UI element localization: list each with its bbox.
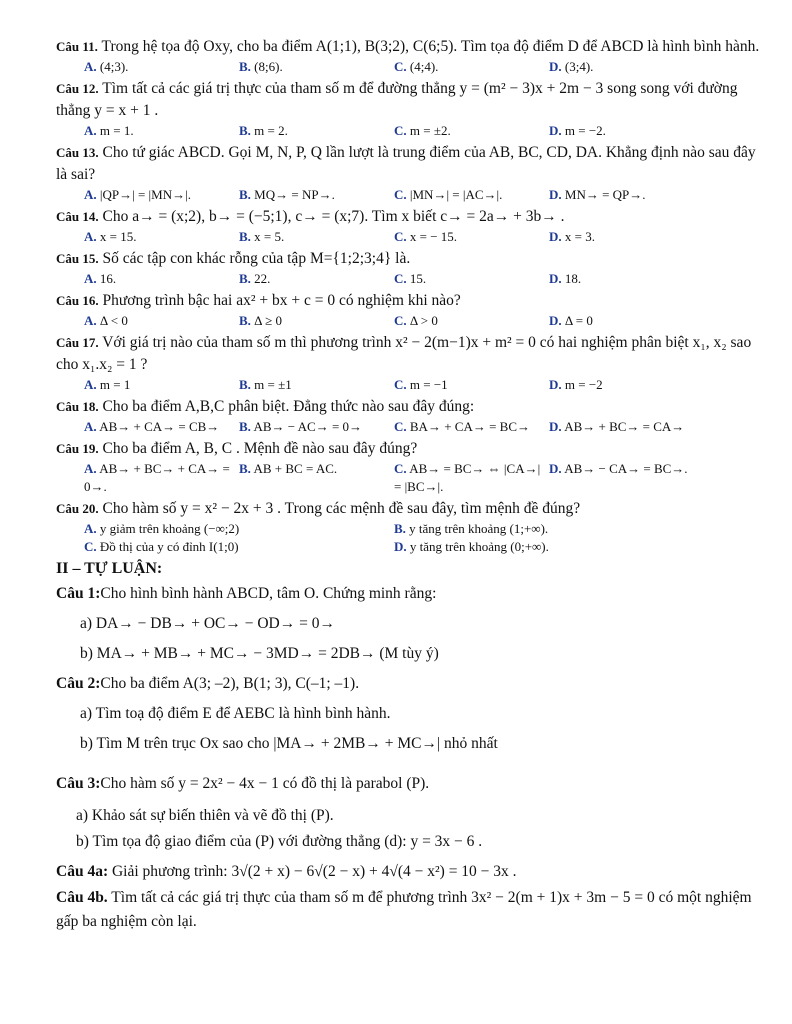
option-label: B.: [239, 377, 251, 392]
question-number: Câu 19.: [56, 441, 99, 456]
option-label: C.: [394, 377, 407, 392]
option-label: D.: [549, 377, 562, 392]
question-number: Câu 16.: [56, 293, 99, 308]
option-label: D.: [549, 461, 562, 476]
option-label: C.: [394, 271, 407, 286]
section-title: II – TỰ LUẬN:: [56, 560, 163, 577]
option-label: B.: [394, 521, 406, 536]
option-label: D.: [549, 59, 562, 74]
options-row: [84, 228, 764, 246]
option-label: A.: [84, 187, 97, 202]
option-b: [239, 418, 394, 436]
option-text: AB→ − CA→ = BC→.: [564, 461, 688, 476]
option-text: y giảm trên khoảng (−∞;2): [99, 521, 240, 536]
options-row: [84, 58, 764, 76]
question-text: Trong hệ tọa độ Oxy, cho ba điểm A(1;1), B(3;2), C(6;5). Tìm tọa độ điểm D để ABCD là hình bình hành.: [101, 38, 760, 55]
question-q19: [56, 438, 764, 460]
option-text: x = 5.: [254, 229, 285, 244]
essay-text: Cho ba điểm A(3; –2), B(1; 3), C(–1; –1).: [100, 675, 360, 692]
option-c: [84, 538, 394, 556]
option-label: C.: [394, 123, 407, 138]
essay-question-3: [56, 772, 764, 796]
question-q14: [56, 206, 764, 228]
option-c: [394, 186, 549, 204]
question-text: Số các tập con khác rỗng của tập M={1;2;3;4} là.: [102, 250, 411, 267]
essay-2b: b) Tìm M trên trục Ox sao cho |MA→ + 2MB→ + MC→| nhỏ nhất: [80, 735, 498, 752]
option-a: [84, 312, 239, 330]
option-c: [394, 122, 549, 140]
option-label: D.: [549, 229, 562, 244]
option-text: m = 1.: [99, 123, 134, 138]
option-text: AB + BC = AC.: [253, 461, 338, 476]
essay-question-4a: [56, 860, 764, 884]
option-b: [239, 228, 394, 246]
option-text: Đồ thị của y có đỉnh I(1;0): [99, 539, 239, 554]
option-b: [239, 376, 394, 394]
option-text: MQ→ = NP→.: [254, 187, 335, 202]
option-text: (3;4).: [564, 59, 594, 74]
question-text: Phương trình bậc hai ax² + bx + c = 0 có nghiệm khi nào?: [102, 292, 461, 309]
question-number: Câu 20.: [56, 501, 99, 516]
option-b: [239, 312, 394, 330]
essay-question-2: [56, 672, 764, 696]
option-label: B.: [239, 229, 251, 244]
options-row: [84, 520, 764, 556]
question-number: Câu 14.: [56, 209, 99, 224]
options-row: [84, 376, 764, 394]
essay-question-1: [56, 582, 764, 606]
essay-3b: b) Tìm tọa độ giao điểm của (P) với đường thẳng (d): y = 3x − 6 .: [76, 833, 483, 850]
option-text: |MN→| = |AC→|.: [409, 187, 503, 202]
question-text: Cho ba điểm A,B,C phân biệt. Đẳng thức nào sau đây đúng:: [102, 398, 475, 415]
option-label: A.: [84, 271, 97, 286]
option-text: 22.: [254, 271, 271, 286]
option-text: m = ±2.: [409, 123, 451, 138]
essay-num: Câu 3:: [56, 775, 101, 792]
option-label: A.: [84, 377, 97, 392]
option-label: C.: [394, 419, 407, 434]
options-row: [84, 122, 764, 140]
question-number: Câu 12.: [56, 81, 99, 96]
option-text: m = −2: [564, 377, 603, 392]
essay-text: Tìm tất cả các giá trị thực của tham số m để phương trình 3x² − 2(m + 1)x + 3m − 5 = 0 có một nghiệm gấp ba nghiệm còn lại.: [56, 889, 752, 930]
option-text: m = 2.: [254, 123, 288, 138]
option-label: A.: [84, 313, 97, 328]
option-a: [84, 228, 239, 246]
option-b: [239, 122, 394, 140]
options-row: [84, 418, 764, 436]
option-label: C.: [84, 539, 97, 554]
option-label: C.: [394, 461, 407, 476]
option-text: Δ ≥ 0: [254, 313, 282, 328]
option-label: D.: [549, 271, 562, 286]
essay-num: Câu 1:: [56, 585, 101, 602]
option-d: [549, 58, 704, 76]
question-q15: [56, 248, 764, 270]
option-text: m = 1: [99, 377, 131, 392]
option-label: D.: [549, 419, 562, 434]
question-q12: [56, 78, 764, 122]
option-label: A.: [84, 521, 97, 536]
question-text: Cho tứ giác ABCD. Gọi M, N, P, Q lần lượt là trung điểm của AB, BC, CD, DA. Khẳng định nào sau đây là sai?: [56, 144, 756, 183]
essay-3a: a) Khảo sát sự biến thiên và vẽ đồ thị (P).: [76, 807, 334, 824]
essay-num: Câu 2:: [56, 675, 101, 692]
option-label: D.: [549, 313, 562, 328]
option-label: A.: [84, 59, 97, 74]
option-text: y tăng trên khoảng (0;+∞).: [409, 539, 549, 554]
option-a: [84, 520, 394, 538]
essay-text: Cho hàm số y = 2x² − 4x − 1 có đồ thị là parabol (P).: [100, 775, 430, 792]
option-label: B.: [239, 313, 251, 328]
option-d: [549, 460, 704, 496]
option-label: A.: [84, 419, 97, 434]
question-text: Cho hàm số y = x² − 2x + 3 . Trong các mệnh đề sau đây, tìm mệnh đề đúng?: [102, 500, 581, 517]
option-c: [394, 228, 549, 246]
options-row: [84, 270, 764, 288]
option-b: [239, 270, 394, 288]
question-q18: [56, 396, 764, 418]
option-text: 15.: [409, 271, 427, 286]
question-number: Câu 18.: [56, 399, 99, 414]
option-text: Δ < 0: [99, 313, 128, 328]
option-text: y tăng trên khoảng (1;+∞).: [409, 521, 549, 536]
option-d: [549, 228, 704, 246]
option-text: Δ > 0: [409, 313, 438, 328]
question-q20: [56, 498, 764, 520]
option-text: x = 3.: [564, 229, 595, 244]
option-text: m = −2.: [564, 123, 606, 138]
option-d: [549, 418, 704, 436]
essay-num: Câu 4a:: [56, 863, 109, 880]
option-text: AB→ − AC→ = 0→: [253, 419, 363, 434]
option-text: MN→ = QP→.: [564, 187, 646, 202]
option-a: [84, 418, 239, 436]
option-text: x = 15.: [99, 229, 137, 244]
option-d: [549, 122, 704, 140]
essay-question-4b: [56, 886, 764, 934]
question-number: Câu 13.: [56, 145, 99, 160]
option-a: [84, 460, 239, 496]
option-text: x = − 15.: [409, 229, 458, 244]
option-text: (8;6).: [254, 59, 283, 74]
question-q16: [56, 290, 764, 312]
option-label: C.: [394, 59, 407, 74]
option-text: BA→ + CA→ = BC→: [409, 419, 531, 434]
option-a: [84, 58, 239, 76]
option-label: A.: [84, 229, 97, 244]
essay-num: Câu 4b.: [56, 889, 108, 906]
option-text: (4;4).: [409, 59, 439, 74]
option-text: Δ = 0: [564, 313, 593, 328]
question-number: Câu 11.: [56, 39, 98, 54]
options-row: [84, 186, 764, 204]
option-d: [549, 312, 704, 330]
option-text: AB→ + CA→ = CB→: [99, 419, 220, 434]
option-a: [84, 186, 239, 204]
option-text: 18.: [564, 271, 582, 286]
option-text: AB→ + BC→ = CA→: [564, 419, 685, 434]
question-q11: [56, 36, 764, 58]
option-text: AB→ = BC→ ⇔ |CA→| = |BC→|.: [394, 461, 541, 494]
question-q13: [56, 142, 764, 186]
option-d: [549, 186, 704, 204]
option-label: C.: [394, 313, 407, 328]
option-label: D.: [549, 123, 562, 138]
options-row: [84, 460, 764, 496]
option-b: [239, 186, 394, 204]
option-label: B.: [239, 461, 251, 476]
option-text: AB→ + BC→ + CA→ = 0→.: [84, 461, 230, 494]
option-label: C.: [394, 187, 407, 202]
essay-2a: a) Tìm toạ độ điểm E để AEBC là hình bình hành.: [80, 705, 391, 722]
question-text: Với giá trị nào của tham số m thì phương trình x² − 2(m−1)x + m² = 0 có hai nghiệm phân biệt x₁, x₂ sao cho x₁.x₂ = 1 ?: [56, 334, 752, 373]
option-a: [84, 122, 239, 140]
option-c: [394, 58, 549, 76]
options-row: [84, 312, 764, 330]
option-text: (4;3).: [99, 59, 129, 74]
option-d: [394, 538, 704, 556]
option-label: B.: [239, 59, 251, 74]
option-b: [394, 520, 704, 538]
option-text: m = −1: [409, 377, 448, 392]
question-text: Cho ba điểm A, B, C . Mệnh đề nào sau đây đúng?: [102, 440, 418, 457]
question-q17: [56, 332, 764, 376]
question-text: Tìm tất cả các giá trị thực của tham số m để đường thẳng y = (m² − 3)x + 2m − 3 song song với đường thẳng y = x + 1 .: [56, 80, 738, 119]
option-text: m = ±1: [254, 377, 292, 392]
option-a: [84, 270, 239, 288]
option-d: [549, 376, 704, 394]
option-label: A.: [84, 123, 97, 138]
option-b: [239, 58, 394, 76]
option-c: [394, 312, 549, 330]
option-c: [394, 418, 549, 436]
option-label: B.: [239, 123, 251, 138]
option-a: [84, 376, 239, 394]
essay-text: Giải phương trình: 3√(2 + x) − 6√(2 − x) + 4√(4 − x²) = 10 − 3x .: [111, 863, 517, 880]
exam-page: [56, 36, 764, 936]
essay-text: Cho hình bình hành ABCD, tâm O. Chứng minh rằng:: [100, 585, 437, 602]
option-c: [394, 376, 549, 394]
option-text: 16.: [99, 271, 117, 286]
question-number: Câu 15.: [56, 251, 99, 266]
question-number: Câu 17.: [56, 335, 99, 350]
option-b: [239, 460, 394, 496]
option-text: |QP→| = |MN→|.: [99, 187, 191, 202]
essay-1b: b) MA→ + MB→ + MC→ − 3MD→ = 2DB→ (M tùy ý): [80, 645, 439, 662]
option-label: D.: [549, 187, 562, 202]
option-d: [549, 270, 704, 288]
option-c: [394, 270, 549, 288]
option-label: B.: [239, 419, 251, 434]
multiple-choice-section: [56, 36, 764, 556]
question-text: Cho a→ = (x;2), b→ = (−5;1), c→ = (x;7). Tìm x biết c→ = 2a→ + 3b→ .: [102, 208, 565, 225]
option-label: B.: [239, 187, 251, 202]
option-label: B.: [239, 271, 251, 286]
option-label: C.: [394, 229, 407, 244]
option-c: [394, 460, 549, 496]
essay-1a: a) DA→ − DB→ + OC→ − OD→ = 0→: [80, 615, 335, 632]
option-label: D.: [394, 539, 407, 554]
option-label: A.: [84, 461, 97, 476]
